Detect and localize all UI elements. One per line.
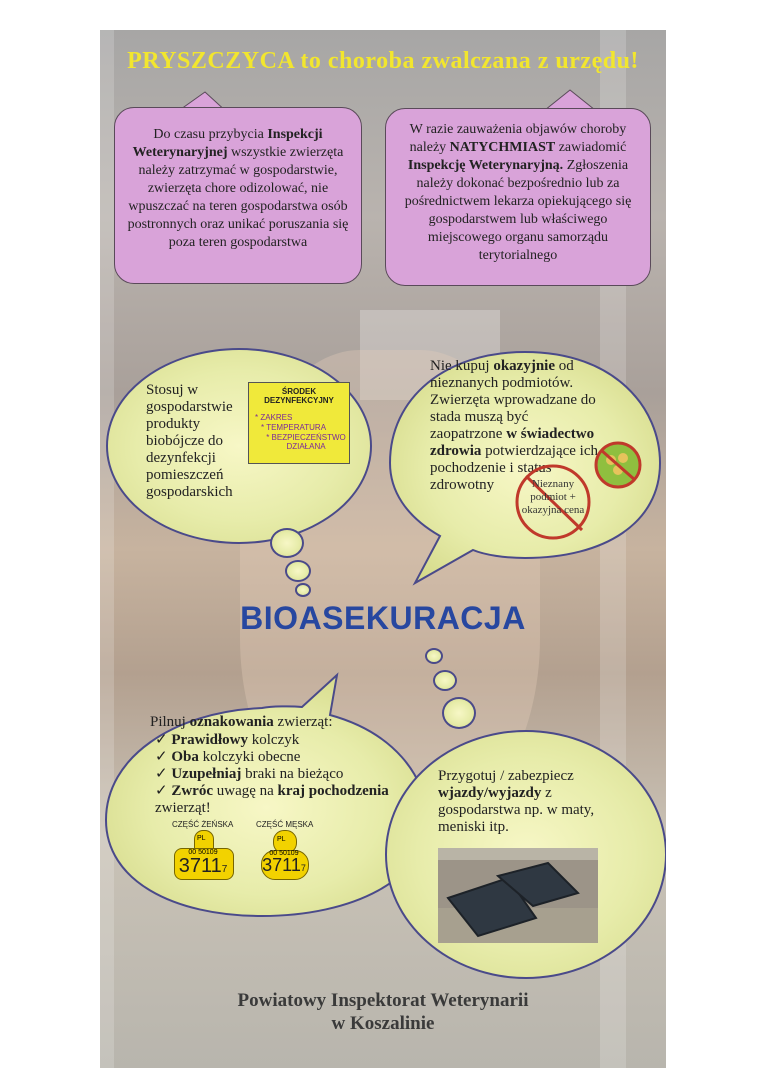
cloud-entrances-text: Przygotuj / zabezpiecz wjazdy/wyjazdy z gospodarstwa np. w maty, meniski itp. (438, 768, 595, 835)
cloud-purchase-text-part: od nieznanych podmiotów. Zwierzęta wprowadzane do stada muszą być zaopatrzone (430, 358, 596, 442)
box-report-text: W razie zauważenia objawów choroby należy (409, 122, 627, 155)
disinfectant-label-item: * ZAKRES (255, 413, 293, 422)
box-report-text: zawiadomić (555, 140, 627, 155)
ear-tag-female: PL 00 50109 37117 (174, 830, 232, 878)
prohibition-stamp-text: Nieznany podmiot + okazyjna cena (521, 478, 585, 516)
box-isolation (114, 107, 362, 284)
list-item: ✓ Prawidłowy kolczyk (155, 732, 300, 748)
cloud-tags-list (155, 732, 395, 817)
thought-bubble (285, 560, 311, 582)
center-title: BIOASEKURACJA (240, 600, 526, 636)
thought-bubble (270, 528, 304, 558)
disinfectant-label-title: ŚRODEK DEZYNFEKCYJNY (264, 387, 334, 405)
prohibited-money-icon (593, 440, 643, 490)
disinfectant-label (248, 382, 350, 464)
thought-bubble (295, 583, 311, 597)
footer-organization: Powiatowy Inspektorat Weterynarii (237, 990, 529, 1011)
list-item: ✓ Oba kolczyki obecne (155, 749, 301, 765)
box-isolation-text: Do czasu przybycia (153, 127, 268, 142)
poster (100, 30, 666, 1068)
box-report-bold: NATYCHMIAST (449, 140, 556, 155)
disinfection-mats-image (438, 848, 598, 943)
footer-city: w Koszalinie (331, 1013, 435, 1034)
box-report-text: Zgłoszenia należy dokonać bezpośrednio lub za pośrednictwem lekarza opiekującego się gospodarstwem lub właściwego miejscowego organu samorządu terytorialnego (404, 158, 632, 263)
box-isolation-text: wszystkie zwierzęta należy zatrzymać w gospodarstwie, zwierzęta chore odizolować, nie wpuszczać na teren gospodarstwa osób postronnych oraz unikać poruszania się poza teren gospodarstwa (127, 145, 349, 250)
tag-male-label: CZĘŚĆ MĘSKA (256, 820, 314, 829)
cloud-purchase-bold: okazyjnie (493, 358, 555, 374)
list-item: ✓ Zwróc uwagę na kraj pochodzenia zwierząt! (155, 783, 389, 816)
box-report (385, 108, 651, 286)
tag-female-label: CZĘŚĆ ŻEŃSKA (172, 820, 234, 829)
disinfectant-label-item: * TEMPERATURA (261, 423, 327, 432)
list-item: ✓ Uzupełniaj braki na bieżąco (155, 766, 344, 782)
ear-tag-male: PL 00 50109 37117 (257, 830, 311, 878)
box-report-bold: Inspekcję Weterynaryjną. (407, 158, 564, 173)
cloud-purchase-text-part: potwierdzające ich pochodzenie i status zdrowotny (430, 443, 598, 493)
cloud-disinfection-text: Stosuj w gospodarstwie produkty biobójcze do dezynfekcji pomieszczeń gospodarskich (146, 382, 233, 500)
disinfectant-label-item: * BEZPIECZEŃSTWO DZIAŁANA (266, 433, 346, 451)
thought-bubble (442, 697, 476, 729)
cloud-purchase-bold: w świadectwo zdrowia (430, 426, 595, 459)
thought-bubble (425, 648, 443, 664)
cloud-purchase-text-part: Nie kupuj (430, 358, 494, 374)
box-isolation-bold: Inspekcji Weterynaryjnej (132, 127, 323, 160)
thought-bubble (433, 670, 457, 691)
page-title: PRYSZCZYCA to choroba zwalczana z urzędu! (127, 48, 639, 74)
cloud-tags-intro: Pilnuj oznakowania zwierząt: (150, 714, 333, 730)
